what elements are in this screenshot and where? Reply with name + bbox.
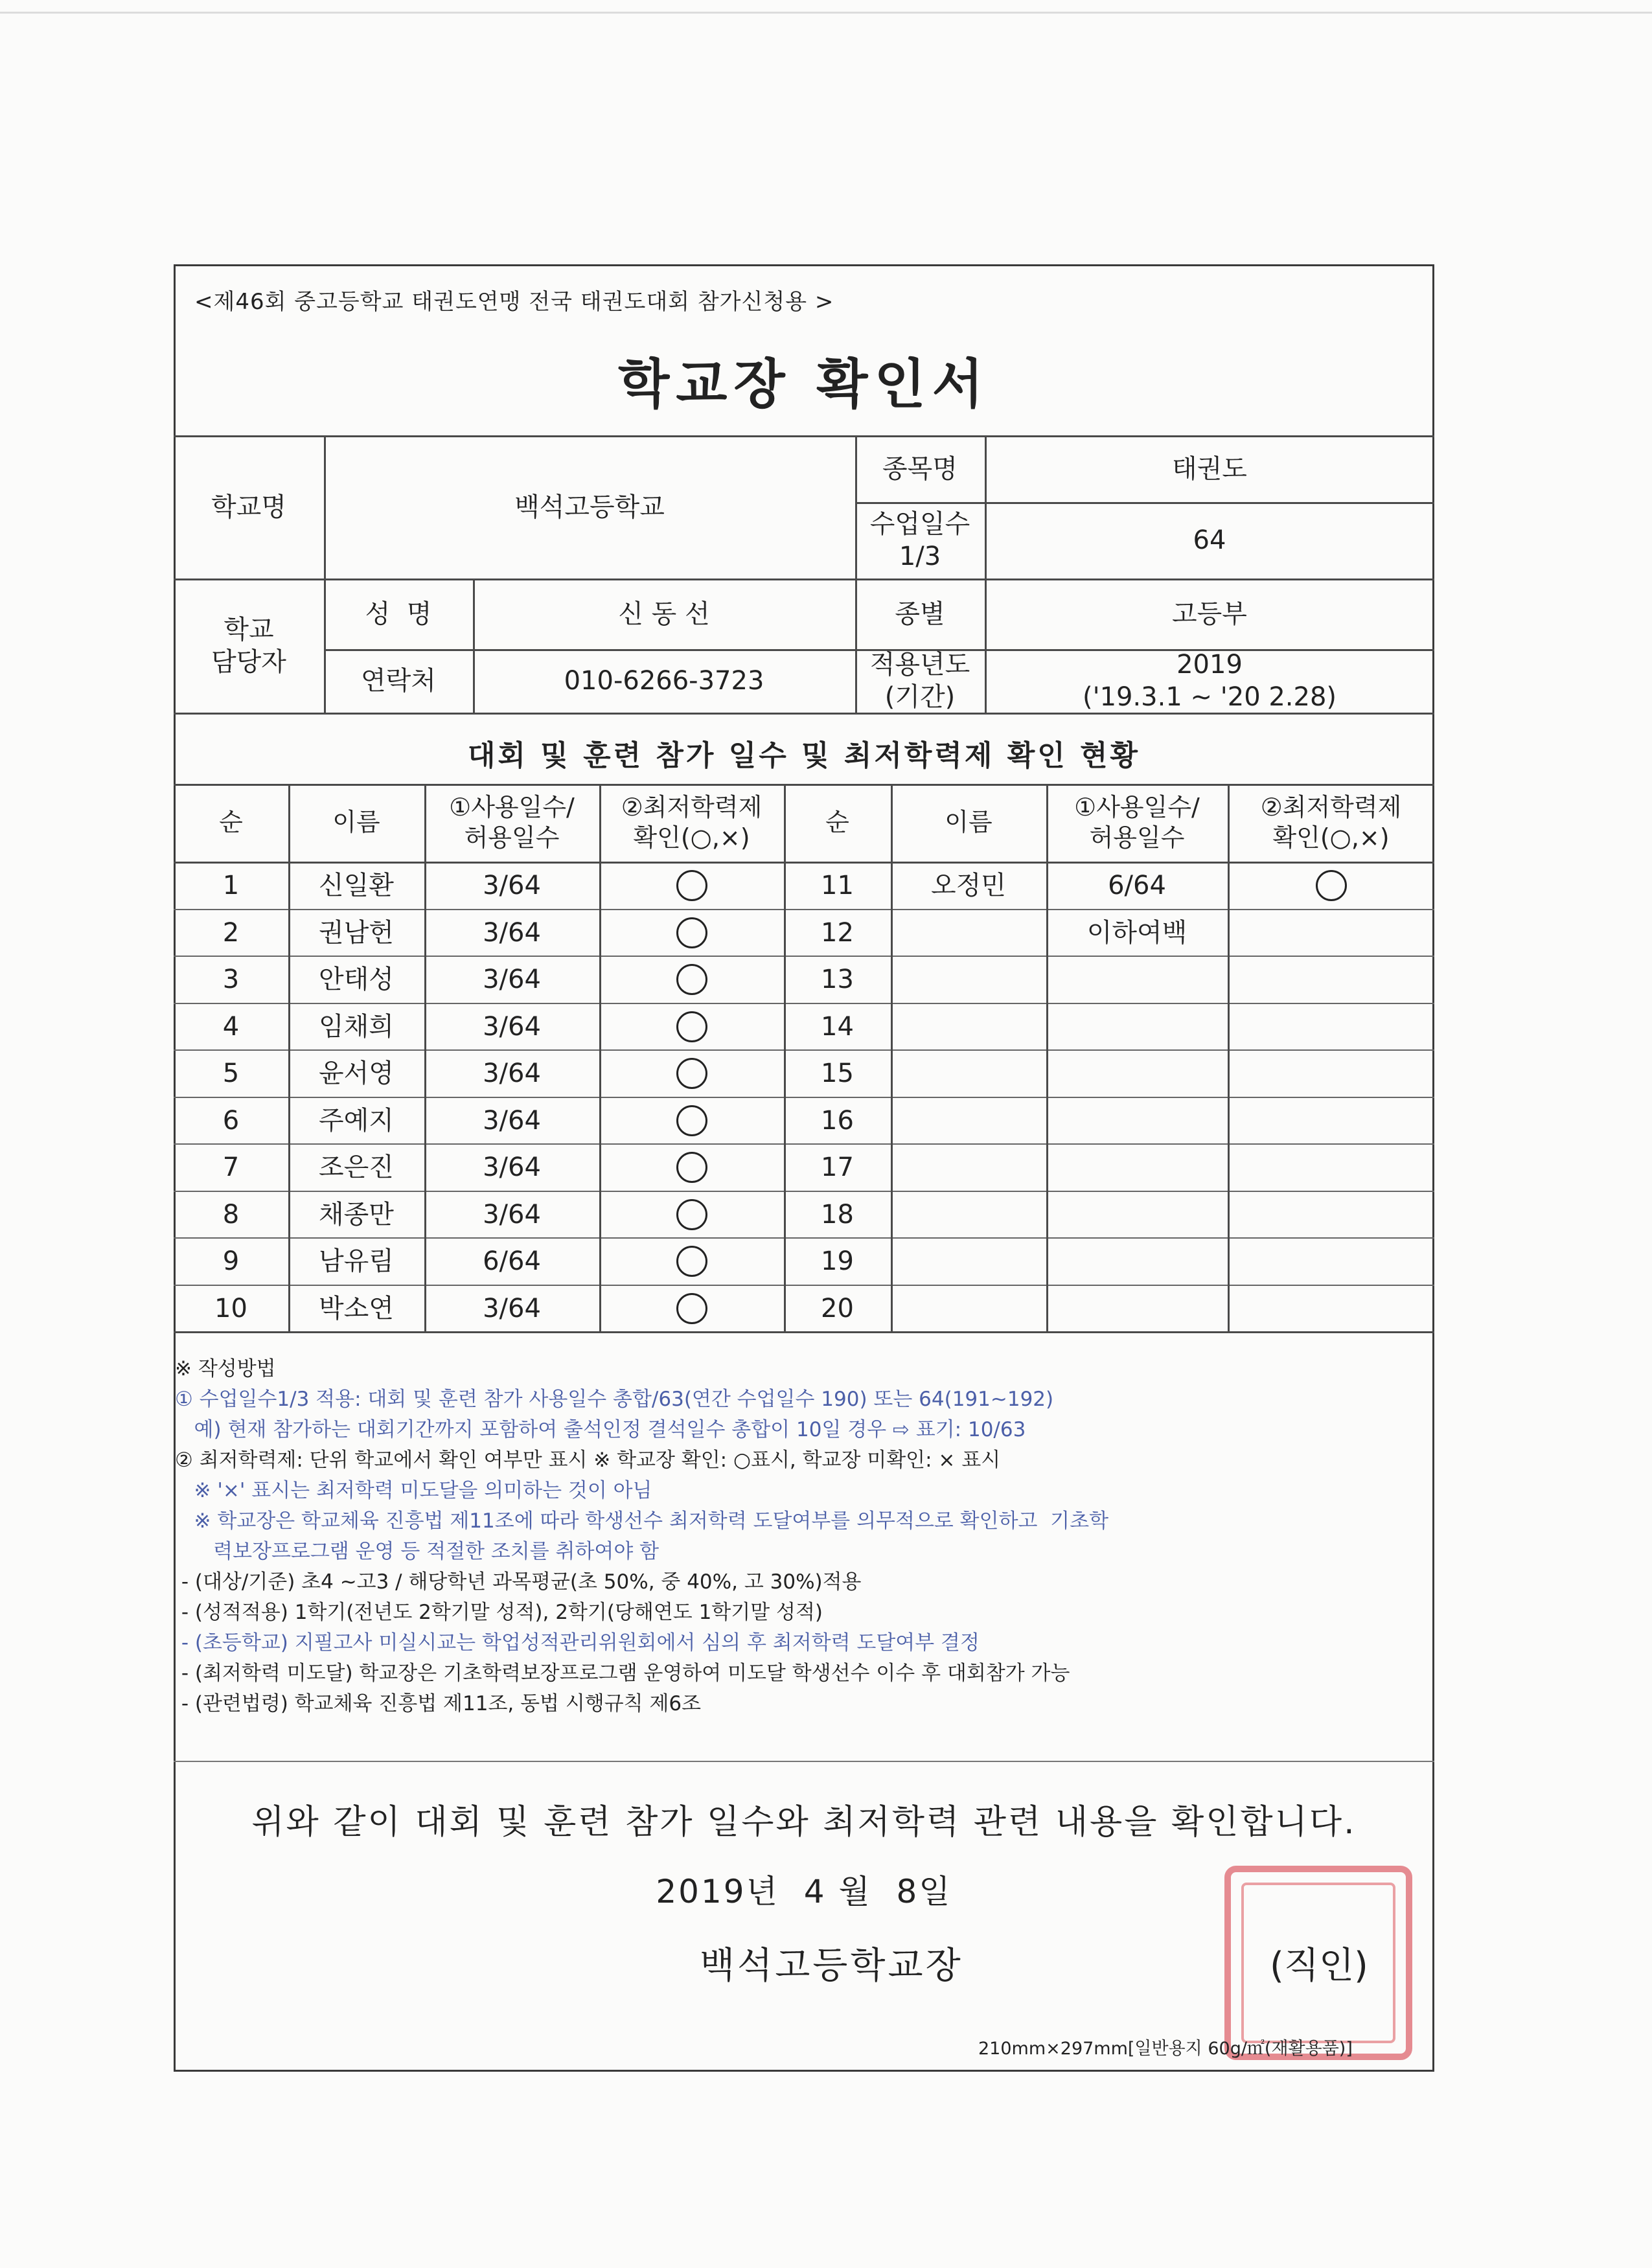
note-line: 력보장프로그램 운영 등 적절한 조치를 취하여야 함 [175,1540,660,1563]
cell-name: 조은진 [319,1152,394,1182]
cell-name [891,1237,1046,1285]
cell-check [1228,1049,1434,1097]
cell-no: 7 [222,1152,240,1182]
confirmed-circle-mark [1316,870,1347,901]
class-days-label-line2: 1/3 [899,542,941,571]
cell-days: 이하여백 [1086,917,1187,948]
cell-check [1228,1003,1434,1050]
document-title: 학교장 확인서 [618,354,990,415]
cell-check [599,1049,784,1097]
note-line: ① 수업일수1/3 적용: 대회 및 훈련 참가 사용일수 총합/63(연간 수업일수 190) 또는 64(191~192) [175,1388,1054,1411]
cell-name: 안태성 [319,964,394,994]
cell-check [1228,956,1434,1003]
year-label [855,649,985,713]
event-label: 종목명 [882,453,958,484]
cell-name [891,1003,1046,1050]
cell-no: 9 [222,1246,240,1276]
cell-name: 남유림 [319,1246,394,1276]
note-line: - (대상/기준) 초4 ~고3 / 해당학년 과목평균(초 50%, 중 40%, 고 30%)적용 [175,1570,862,1594]
confirmed-circle-mark [676,870,707,901]
confirmation-statement: 위와 같이 대회 및 훈련 참가 일수와 최저학력 관련 내용을 확인합니다. [251,1803,1357,1842]
name-value: 신 동 선 [618,599,710,629]
header-no-left: 순 [219,808,243,837]
event-value: 태권도 [1172,453,1247,484]
cell-name: 박소연 [319,1293,394,1323]
confirmed-circle-mark [676,1011,707,1042]
cell-no: 5 [222,1058,240,1088]
cell-check [599,1237,784,1285]
cell-days: 3/64 [483,917,541,948]
header-no-right: 순 [825,808,849,837]
notes-divider [174,1761,1434,1762]
cell-name: 오정민 [931,870,1006,900]
class-days-label [855,502,985,578]
cell-no: 12 [821,917,854,948]
cell-days [1046,1143,1228,1191]
header-check-right [1228,784,1434,862]
cell-no: 15 [821,1058,854,1088]
cell-days: 3/64 [483,964,541,994]
header-name-right: 이름 [945,808,992,837]
cell-days [1046,1285,1228,1332]
cell-days [1046,1003,1228,1050]
school-label: 학교명 [211,492,286,522]
scan-top-edge [0,12,1652,14]
cell-name [891,1143,1046,1191]
manager-label-line2: 담당자 [211,647,286,677]
cell-days [1046,1237,1228,1285]
header-days-right [1046,784,1228,862]
cell-check [599,956,784,1003]
cell-check [599,862,784,909]
cell-no: 6 [222,1105,240,1136]
confirmed-circle-mark [676,1199,707,1230]
contact-label: 연락처 [361,666,436,696]
cell-check [1228,862,1434,909]
cell-no: 20 [821,1293,854,1323]
cell-check [1228,1097,1434,1144]
cell-check [599,1285,784,1332]
cell-no: 11 [821,870,854,900]
cell-days: 3/64 [483,1105,541,1136]
cell-name: 주예지 [319,1105,394,1136]
confirmed-circle-mark [676,1246,707,1277]
header-days-left [424,784,599,862]
cell-check [1228,1237,1434,1285]
cell-check [599,1143,784,1191]
note-line: ② 최저학력제: 단위 학교에서 확인 여부만 표시 ※ 학교장 확인: ○표시, 학교장 미확인: × 표시 [175,1449,1001,1472]
cell-no: 8 [222,1199,240,1230]
cell-no: 16 [821,1105,854,1136]
header-check-line2: 확인(○,×) [1272,823,1390,852]
cell-days: 3/64 [483,1011,541,1042]
header-name-left: 이름 [332,808,380,837]
cell-check [1228,1285,1434,1332]
note-line: - (성적적용) 1학기(전년도 2학기말 성적), 2학기(당해연도 1학기말 성적) [175,1601,823,1624]
manager-label [174,578,324,713]
header-check-line1: ②최저학력제 [1260,792,1402,821]
cell-check [1228,1143,1434,1191]
cell-days [1046,956,1228,1003]
cell-name: 신일환 [319,870,394,900]
cell-days: 3/64 [483,1152,541,1182]
header-check-line2: 확인(○,×) [633,823,750,852]
confirmed-circle-mark [676,964,707,995]
name-label: 성 명 [365,599,432,629]
confirmed-circle-mark [676,1058,707,1089]
cell-name: 채종만 [319,1199,394,1230]
issue-date: 2019년 4 월 8일 [656,1873,952,1910]
confirmed-circle-mark [676,1105,707,1136]
cell-check [1228,1191,1434,1238]
cell-no: 10 [214,1293,247,1323]
cell-name: 윤서영 [319,1058,394,1088]
cell-days: 3/64 [483,870,541,900]
cell-no: 14 [821,1011,854,1042]
cell-check [1228,909,1434,956]
confirmed-circle-mark [676,1152,707,1183]
cell-check [599,1191,784,1238]
manager-label-line1: 학교 [224,614,274,645]
year-value-line2: ('19.3.1 ~ '20 2.28) [1082,682,1337,712]
official-seal-label: (직인) [1270,1945,1368,1987]
class-days-label-line1: 수업일수 [869,509,970,539]
cell-check [599,1003,784,1050]
cell-no: 3 [222,964,240,994]
cell-no: 2 [222,917,240,948]
cell-name: 임채희 [319,1011,394,1042]
cell-days: 3/64 [483,1058,541,1088]
cell-days: 6/64 [1108,870,1166,900]
cell-name [891,1097,1046,1144]
cell-no: 13 [821,964,854,994]
school-value: 백석고등학교 [514,492,665,522]
header-check-left [599,784,784,862]
note-line: - (관련법령) 학교체육 진흥법 제11조, 동법 시행규칙 제6조 [175,1692,702,1715]
cell-no: 1 [222,870,240,900]
header-days-line1: ①사용일수/ [449,792,575,821]
note-line: ※ 학교장은 학교체육 진흥법 제11조에 따라 학생선수 최저학력 도달여부를 의무적으로 확인하고 기초학 [175,1509,1109,1533]
cell-no: 19 [821,1246,854,1276]
category-value: 고등부 [1172,599,1247,629]
cell-name [891,1191,1046,1238]
section-title: 대회 및 훈련 참가 일수 및 최저학력제 확인 현황 [467,739,1141,772]
year-value [985,649,1434,713]
cell-name [891,1285,1046,1332]
cell-days: 3/64 [483,1199,541,1230]
note-line: - (최저학력 미도달) 학교장은 기초학력보장프로그램 운영하여 미도달 학생선수 이수 후 대회참가 가능 [175,1662,1070,1685]
cell-days [1046,1191,1228,1238]
cell-name [891,1049,1046,1097]
year-label-line1: 적용년도 [869,650,970,680]
note-line: - (초등학교) 지필고사 미실시교는 학업성적관리위원회에서 심의 후 최저학력 도달여부 결정 [175,1631,980,1655]
header-days-line2: 허용일수 [1089,823,1185,852]
note-heading: ※ 작성방법 [175,1357,276,1380]
paper-spec-footer: 210mm×297mm[일반용지 60g/㎡(재활용품)] [978,2039,1353,2059]
cell-name [891,909,1046,956]
contact-value: 010-6266-3723 [564,666,764,696]
year-label-line2: (기간) [884,682,956,712]
school-principal: 백석고등학교장 [700,1945,963,1987]
note-line: ※ '×' 표시는 최저학력 미도달을 의미하는 것이 아님 [175,1479,652,1502]
category-label: 종별 [895,599,945,629]
cell-days: 3/64 [483,1293,541,1323]
cell-check [599,909,784,956]
year-value-line1: 2019 [1176,650,1243,680]
confirmed-circle-mark [676,917,707,948]
cell-no: 4 [222,1011,240,1042]
class-days-value: 64 [1193,525,1226,555]
cell-days [1046,1097,1228,1144]
cell-no: 18 [821,1199,854,1230]
header-days-line1: ①사용일수/ [1074,792,1200,821]
cell-check [599,1097,784,1144]
note-line: 예) 현재 참가하는 대회기간까지 포함하여 출석인정 결석일수 총합이 10일 경우 ⇨ 표기: 10/63 [175,1418,1026,1441]
cell-days [1046,1049,1228,1097]
cell-no: 17 [821,1152,854,1182]
cell-name: 권남헌 [319,917,394,948]
cell-days: 6/64 [483,1246,541,1276]
header-line: <제46회 중고등학교 태권도연맹 전국 태권도대회 참가신청용 > [194,289,834,315]
confirmed-circle-mark [676,1293,707,1324]
cell-name [891,956,1046,1003]
header-days-line2: 허용일수 [464,823,560,852]
header-check-line1: ②최저학력제 [621,792,763,821]
